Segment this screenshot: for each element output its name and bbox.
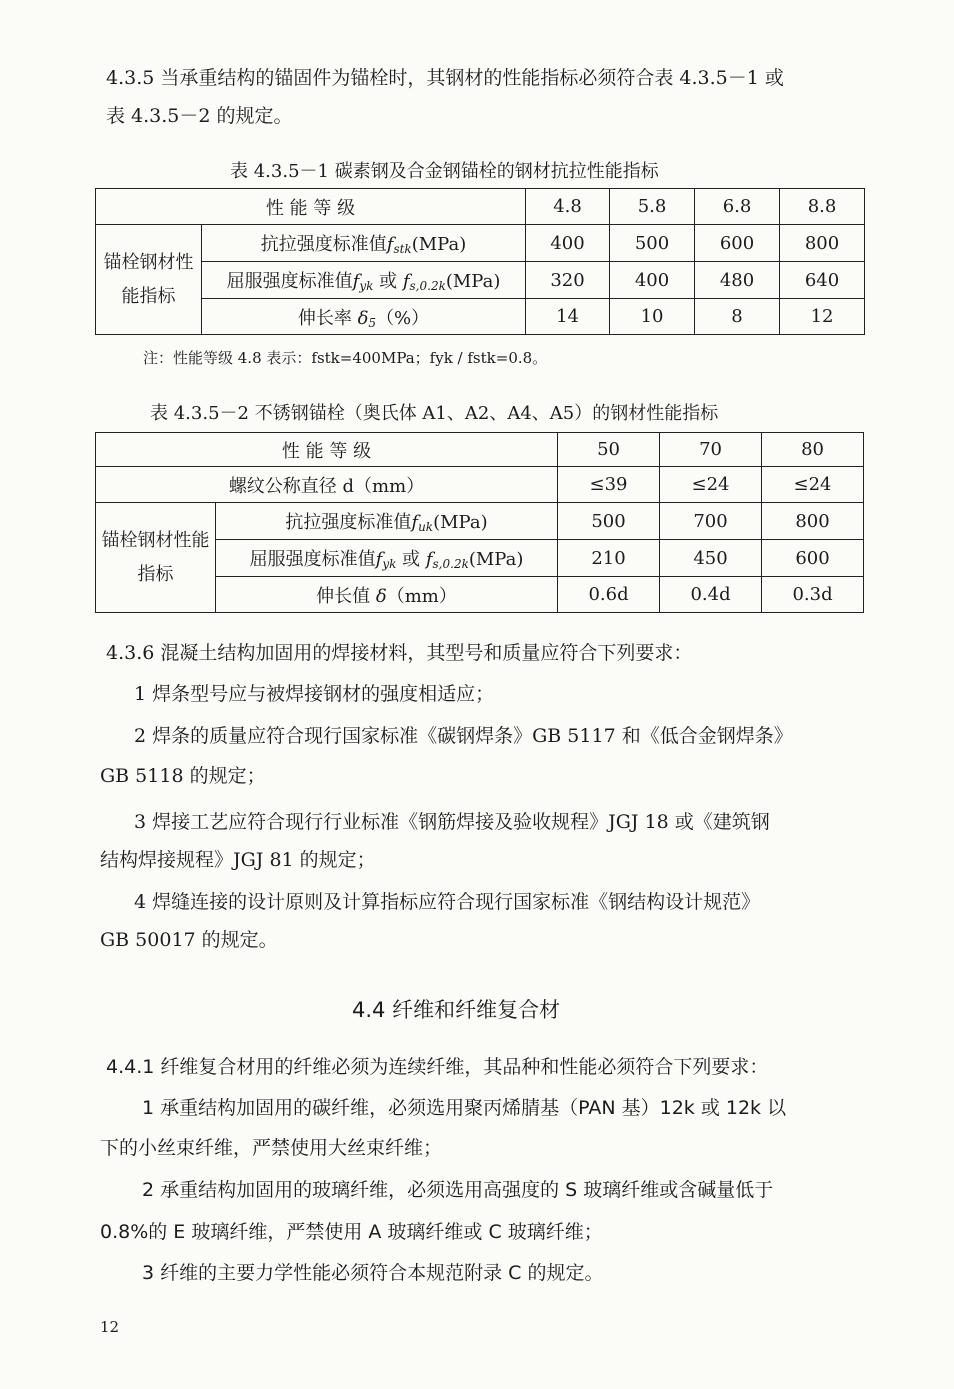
clause-4-4-1-item3: 3 纤维的主要力学性能必须符合本规范附录 C 的规定。 [142, 1262, 604, 1284]
row-symbol-sub: yk [382, 557, 397, 571]
table2-grade-label: 性 能 等 级 [96, 433, 558, 467]
row-symbol-sub: 5 [368, 315, 377, 330]
table1-cell: 400 [610, 262, 695, 299]
table2-caption: 表 4.3.5－2 不锈钢锚栓（奥氏体 A1、A2、A4、A5）的钢材性能指标 [150, 403, 719, 424]
table2-cell: ≤24 [660, 467, 762, 503]
row-label-text: 伸长率 [297, 307, 352, 329]
row-label-text: 伸长值 [316, 585, 371, 607]
row-symbol: δ [357, 307, 369, 329]
table1-cell: 800 [780, 225, 865, 262]
clause-4-3-6-item1: 1 焊条型号应与被焊接钢材的强度相适应； [134, 683, 495, 705]
row-symbol-sub: s,0.2k [409, 279, 446, 293]
clause-4-3-6-item4-line1: 4 焊缝连接的设计原则及计算指标应符合现行国家标准《钢结构设计规范》 [134, 891, 761, 913]
row-symbol: f [411, 512, 419, 533]
table1-grade: 5.8 [610, 189, 695, 225]
row-unit: (MPa) [468, 549, 524, 570]
table1-caption: 表 4.3.5－1 碳素钢及合金钢锚栓的钢材抗拉性能指标 [230, 161, 659, 182]
table1-grade: 8.8 [780, 189, 865, 225]
section-4-4-heading: 4.4 纤维和纤维复合材 [352, 998, 561, 1022]
table1-cell: 500 [610, 225, 695, 262]
row-symbol-sub: uk [418, 520, 434, 534]
table2-cell: 700 [660, 503, 762, 540]
table2-cell: 210 [558, 540, 660, 577]
clause-4-4-1-intro: 4.4.1 纤维复合材用的纤维必须为连续纤维，其品种和性能必须符合下列要求： [106, 1056, 769, 1078]
table2-row-label [216, 540, 558, 577]
table1-row-label [202, 262, 526, 299]
table2-cell: 0.4d [660, 577, 762, 613]
clause-4-3-6-intro: 4.3.6 混凝土结构加固用的焊接材料，其型号和质量应符合下列要求： [106, 642, 693, 664]
row-unit: (MPa) [445, 271, 501, 292]
table2-cell: ≤24 [762, 467, 864, 503]
table1-cell: 14 [526, 299, 610, 335]
table1-grade: 6.8 [695, 189, 780, 225]
table1-cell: 10 [610, 299, 695, 335]
clause-4-3-6-item2-line1: 2 焊条的质量应符合现行国家标准《碳钢焊条》GB 5117 和《低合金钢焊条》 [134, 725, 793, 747]
clause-4-3-5-line1: 4.3.5 当承重结构的锚固件为锚栓时，其钢材的性能指标必须符合表 4.3.5－1 或 [106, 67, 784, 89]
clause-4-4-1-item1-line2: 下的小丝束纤维，严禁使用大丝束纤维； [100, 1137, 443, 1159]
table1-row-label [202, 299, 526, 335]
row-or: 或 [379, 271, 398, 292]
row-or: 或 [402, 549, 421, 570]
table2-row-label [216, 503, 558, 540]
page-number: 12 [100, 1318, 120, 1336]
table1-cell: 480 [695, 262, 780, 299]
row-label-text: 抗拉强度标准值 [260, 234, 387, 255]
table1-cell: 8 [695, 299, 780, 335]
row-symbol: f [425, 549, 433, 570]
table1-row-label [202, 225, 526, 262]
row-symbol: f [375, 549, 383, 570]
table1-grade-label: 性 能 等 级 [96, 189, 526, 225]
row-unit: (MPa) [411, 234, 467, 255]
table2-cell: 450 [660, 540, 762, 577]
table2-cell: 600 [762, 540, 864, 577]
row-symbol: δ [375, 585, 387, 607]
table1-group-label: 锚栓钢材性能指标 [96, 225, 202, 335]
clause-4-3-5-line2: 表 4.3.5－2 的规定。 [106, 105, 293, 127]
table2-grade: 50 [558, 433, 660, 467]
row-label-text: 抗拉强度标准值 [285, 512, 412, 533]
table1-cell: 12 [780, 299, 865, 335]
clause-4-3-6-item3-line2: 结构焊接规程》JGJ 81 的规定； [100, 849, 376, 871]
table2-grade: 70 [660, 433, 762, 467]
clause-4-3-6-item3-line1: 3 焊接工艺应符合现行行业标准《钢筋焊接及验收规程》JGJ 18 或《建筑钢 [134, 811, 770, 833]
table2-cell: 0.6d [558, 577, 660, 613]
row-symbol: f [352, 271, 360, 292]
clause-4-4-1-item2-line1: 2 承重结构加固用的玻璃纤维，必须选用高强度的 S 玻璃纤维或含碱量低于 [142, 1179, 774, 1201]
table1-cell: 320 [526, 262, 610, 299]
row-symbol-sub: stk [393, 242, 412, 256]
table1-cell: 640 [780, 262, 865, 299]
row-label-text: 屈服强度标准值 [249, 549, 376, 570]
clause-4-4-1-item2-line2: 0.8%的 E 玻璃纤维，严禁使用 A 玻璃纤维或 C 玻璃纤维； [100, 1221, 603, 1243]
row-unit: (MPa) [433, 512, 488, 533]
clause-4-3-6-item4-line2: GB 50017 的规定。 [100, 929, 278, 951]
row-symbol-sub: s,0.2k [432, 557, 469, 571]
table2 [95, 432, 864, 613]
row-symbol: f [386, 234, 394, 255]
table2-grade: 80 [762, 433, 864, 467]
table1-grade: 4.8 [526, 189, 610, 225]
row-symbol: f [402, 271, 410, 292]
table2-group-label: 锚栓钢材性能指标 [96, 503, 216, 613]
table1 [95, 188, 865, 335]
clause-4-3-6-item2-line2: GB 5118 的规定； [100, 765, 266, 787]
clause-4-4-1-item1-line1: 1 承重结构加固用的碳纤维，必须选用聚丙烯腈基（PAN 基）12k 或 12k 以 [142, 1097, 787, 1119]
table2-cell: 800 [762, 503, 864, 540]
table2-cell: 0.3d [762, 577, 864, 613]
table1-cell: 600 [695, 225, 780, 262]
table2-cell: 500 [558, 503, 660, 540]
row-unit: （%） [376, 307, 430, 329]
row-unit: （mm） [386, 585, 457, 607]
row-symbol-sub: yk [359, 279, 374, 293]
table2-row-label [216, 577, 558, 613]
row-label-text: 屈服强度标准值 [226, 271, 353, 292]
table1-cell: 400 [526, 225, 610, 262]
table2-cell: ≤39 [558, 467, 660, 503]
table1-note: 注：性能等级 4.8 表示：fstk=400MPa；fyk / fstk=0.8。 [143, 349, 548, 367]
table2-diameter-label: 螺纹公称直径 d（mm） [96, 467, 558, 503]
